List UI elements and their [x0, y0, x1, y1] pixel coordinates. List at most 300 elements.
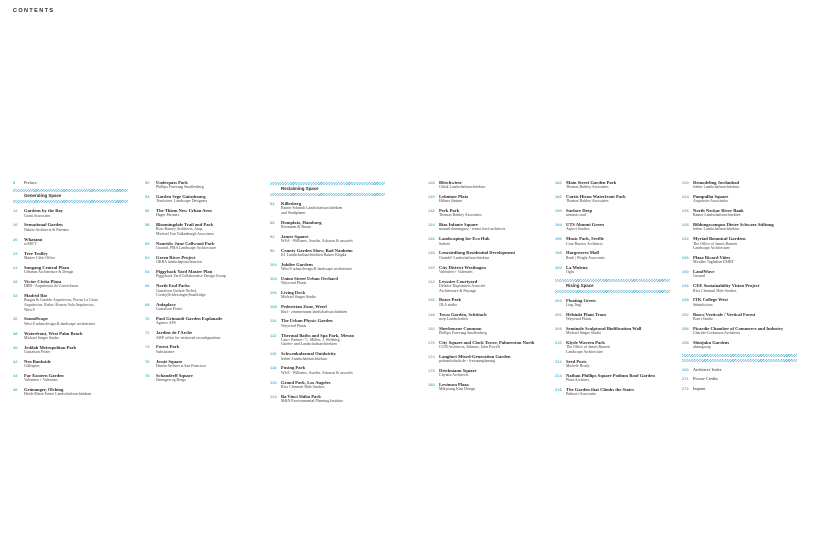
- toc-entry[interactable]: [145, 241, 260, 251]
- entry-title: North End Parks: [156, 283, 190, 289]
- entry-designer: Territoires, Landscape Designers: [156, 199, 208, 204]
- toc-entry[interactable]: [13, 293, 128, 312]
- entry-designer: Glück Landschaftsarchitektur: [439, 185, 486, 190]
- entry-title: James Square: [281, 233, 309, 239]
- page-number: 92: [270, 233, 275, 239]
- entry-designer: WSA - Williams, Asselin, Ackaoui & associés: [281, 370, 353, 375]
- section-divider: [13, 189, 128, 203]
- toc-entry[interactable]: [682, 367, 797, 372]
- page-number: 60: [145, 241, 150, 247]
- toc-entry[interactable]: [145, 283, 260, 298]
- entry-title: Bosco Verticale / Vertical Forest: [693, 311, 756, 317]
- page-number: 112: [270, 332, 277, 338]
- entry-title: ITK College West: [693, 297, 728, 303]
- page-number: 228: [682, 222, 689, 228]
- entry-title: Bildungscampus Dieter Schwarz Stiftung: [693, 222, 774, 228]
- toc-entry[interactable]: [145, 255, 260, 265]
- entry-designer: The Office of James Burnett: [693, 241, 738, 246]
- section-heading: Generating Space: [24, 193, 62, 199]
- toc-entry[interactable]: [270, 304, 385, 314]
- entry-title: Jeddah Metropolitan Park: [24, 344, 77, 350]
- page-number: 74: [145, 344, 150, 350]
- page-number: 54: [145, 194, 150, 200]
- page-number: 28: [13, 278, 18, 284]
- toc-entry[interactable]: [145, 208, 260, 218]
- entry-designer: Østengen og Bergo: [156, 377, 186, 382]
- page-number: 252: [682, 311, 689, 317]
- toc-entry[interactable]: [13, 373, 128, 383]
- toc-entry[interactable]: [13, 345, 128, 355]
- entry-title: Domplatz, Hamburg: [281, 219, 322, 225]
- entry-designer: Boeri Studio: [693, 316, 713, 321]
- toc-entry[interactable]: [145, 222, 260, 237]
- page-number: 42: [13, 358, 18, 364]
- entry-title: Seed Posts: [566, 358, 587, 364]
- toc-entry[interactable]: [13, 387, 128, 397]
- toc-entry[interactable]: [428, 340, 543, 350]
- entry-designer: Ground, PMA Landscape Architecture: [156, 246, 216, 251]
- entry-title: Landscaping for Eco Hub: [439, 236, 490, 242]
- toc-entry[interactable]: [555, 180, 670, 190]
- toc-entry[interactable]: [555, 387, 670, 397]
- entry-designer: Phillips Farevaag Smallenberg: [156, 185, 204, 190]
- entry-designer: Hanlin Architects San Francisco: [156, 363, 207, 368]
- entry-designer: leeber Landschaftsarchitektur: [693, 227, 740, 232]
- toc-column: [682, 180, 797, 395]
- toc-entry[interactable]: [555, 236, 670, 246]
- entry-designer: DBB - Arquitetura da Convivência: [24, 284, 79, 289]
- section-divider: [682, 354, 797, 362]
- page-number: 58: [145, 222, 150, 228]
- entry-title: Hargreaves Mall: [566, 250, 599, 256]
- page-number: 70: [145, 316, 150, 322]
- entry-title: Neo Bankside: [24, 358, 51, 364]
- entry-designer: Crosby|Schlessinger|Smallridge: [156, 293, 206, 298]
- entry-title: Bleichwiese: [439, 180, 462, 185]
- toc-entry[interactable]: [555, 265, 670, 275]
- entry-designer: West 8: [24, 307, 35, 312]
- toc-entry[interactable]: [555, 208, 670, 218]
- entry-designer: Aspect Studios: [566, 227, 590, 232]
- entry-designer: Thomas Balsley Associates: [566, 185, 609, 190]
- page-number: 108: [270, 304, 277, 310]
- entry-designer: West 8 urban design & landscape architecture: [24, 321, 96, 326]
- toc-entry[interactable]: [682, 340, 797, 350]
- entry-designer: CCM Architects, Isthmus, John Powell: [439, 344, 500, 349]
- toc-entry[interactable]: [555, 312, 670, 322]
- page-number: 32: [13, 292, 18, 298]
- entry-title: Picture Credits: [693, 376, 719, 382]
- page-number: 224: [682, 194, 689, 200]
- entry-title: Music Park, Seville: [566, 236, 604, 242]
- entry-title: Sensational Garden: [24, 222, 63, 228]
- entry-title: Sherbourne Common: [439, 325, 482, 331]
- page-number: 88: [270, 219, 275, 225]
- toc-entry[interactable]: [13, 251, 128, 261]
- page-number: 204: [555, 297, 562, 303]
- page-title: CONTENTS: [13, 8, 55, 14]
- entry-title: Pampulha Square: [693, 194, 729, 200]
- entry-designer: Urbanus Architecture & Design: [24, 269, 74, 274]
- entry-designer: Miralles Tagliabue EMBT: [693, 260, 734, 265]
- entry-title: Nathan Phillips Square Podium Roof Garden: [566, 372, 655, 378]
- entry-title: Schwenkalarmal Outdoicity: [281, 351, 336, 357]
- entry-designer: Thomas Balsley Associates: [439, 213, 482, 218]
- toc-entry[interactable]: [428, 297, 543, 307]
- entry-designer: Thomas Balsley Associates: [566, 199, 609, 204]
- entry-designer: Plant Architect: [566, 378, 590, 383]
- entry-title: Shinjuku Gardens: [693, 339, 730, 345]
- entry-designer: Oglu: [566, 269, 574, 274]
- entry-title: The Garden that Climbs the Stairs: [566, 386, 635, 392]
- entry-title: Nourish: June Callwood Park: [156, 241, 215, 247]
- entry-designer: ubmegroup: [693, 344, 711, 349]
- page-number: 194: [555, 222, 562, 228]
- page-number: 84: [270, 201, 275, 206]
- toc-entry[interactable]: [555, 359, 670, 369]
- page-number: 116: [270, 351, 277, 357]
- toc-entry[interactable]: [682, 386, 797, 391]
- entry-designer: Hiltner Jüntner: [439, 199, 463, 204]
- toc-entry[interactable]: [555, 222, 670, 232]
- page-number: 16: [13, 222, 18, 228]
- toc-entry[interactable]: [13, 222, 128, 232]
- page-number: 78: [145, 372, 150, 378]
- entry-designer: Piggyback Yard Collaborative Design Group: [156, 274, 226, 279]
- entry-designer: Arquitectos, Rubio Álvarez Sala Arquitectos,: [24, 302, 95, 307]
- toc-entry[interactable]: [270, 290, 385, 300]
- toc-entry[interactable]: [428, 312, 543, 322]
- page-number: 36: [13, 316, 18, 322]
- entry-designer: Valentien + Valentien: [24, 378, 58, 383]
- entry-title: Whatami: [24, 236, 43, 242]
- entry-designer: Matteo Cibic Office: [24, 255, 56, 260]
- page-number: 220: [682, 180, 689, 185]
- entry-title: SoundScape: [24, 316, 49, 322]
- entry-designer: Cityatto Architects: [439, 373, 469, 378]
- page-number: 146: [428, 297, 435, 303]
- toc-entry[interactable]: [13, 208, 128, 218]
- entry-designer: West 8 urban design & landscape architecture: [281, 267, 353, 272]
- entry-title: Far Eastern Garden: [24, 372, 64, 378]
- entry-title: City District Westhagen: [439, 264, 486, 270]
- toc-entry[interactable]: [145, 330, 260, 340]
- page-number: 186: [555, 194, 562, 200]
- page-number: 106: [270, 290, 277, 296]
- entry-designer: bbzl - zimmermann landschaftsarchitekten: [281, 309, 348, 314]
- entry-designer: Balmori Associates: [566, 392, 597, 397]
- entry-title: The Thiem New Urban Area: [156, 208, 212, 214]
- entry-designer: Burgos & Garrido Arquitectos, Porras La Casta: [24, 298, 98, 303]
- page-number: 246: [682, 283, 689, 289]
- entry-title: Thermal Baths and Spa Park, Meran: [281, 332, 354, 338]
- entry-designer: Arquitetos Associados: [693, 199, 728, 204]
- entry-title: CEE Sustainability Vision Project: [693, 283, 760, 289]
- entry-title: Green River Project: [156, 255, 196, 261]
- toc-entry[interactable]: [428, 368, 543, 378]
- entry-title: Plaza Ricard Viñes: [693, 255, 731, 261]
- toc-entry[interactable]: [270, 276, 385, 286]
- toc-entry[interactable]: [145, 344, 260, 354]
- toc-entry[interactable]: [555, 373, 670, 383]
- toc-entry[interactable]: [270, 262, 385, 272]
- entry-title: Fusing Park: [281, 365, 306, 371]
- toc-entry[interactable]: [682, 312, 797, 322]
- entry-title: Pedestrian Zone, Wesel: [281, 304, 327, 310]
- entry-designer: Michael Singer Studio: [281, 295, 317, 300]
- entry-title: Leyssire Courtyard: [439, 278, 478, 284]
- page-number: 236: [682, 255, 689, 261]
- entry-title: Schanderff Square: [156, 372, 193, 378]
- toc-entry[interactable]: [270, 365, 385, 375]
- entry-title: Bias Infante Square: [439, 222, 478, 228]
- page-number: 212: [555, 358, 562, 364]
- page-number: 256: [682, 325, 689, 331]
- toc-entry[interactable]: [270, 201, 385, 216]
- entry-designer: Agence APS: [156, 321, 176, 326]
- entry-title: Levinson Plaza: [439, 382, 469, 388]
- entry-title: Klyde Warren Park: [566, 339, 605, 345]
- page-number: 182: [555, 180, 562, 185]
- entry-title: Garden Sege Gainsbourg: [156, 194, 206, 200]
- toc-entry[interactable]: [555, 340, 670, 355]
- toc-entry[interactable]: [13, 237, 128, 247]
- entry-designer: AWP office for territorial reconfiguration: [156, 335, 221, 340]
- toc-entry[interactable]: [428, 180, 543, 190]
- entry-title: Underpass Park: [156, 180, 188, 185]
- entry-title: Floating Green: [566, 297, 596, 303]
- entry-title: Grünanger, Olching: [24, 386, 64, 392]
- page-number: 232: [682, 236, 689, 242]
- page-number: 248: [682, 297, 689, 303]
- entry-designer: Landscape Architecture: [566, 349, 603, 354]
- entry-title: UTS Alumni Green: [566, 222, 604, 228]
- toc-entry[interactable]: [428, 194, 543, 204]
- toc-entry[interactable]: [555, 250, 670, 260]
- entry-title: Surface Deep: [566, 208, 593, 214]
- entry-title: Union Street Urban Orchard: [281, 276, 338, 282]
- toc-entry[interactable]: [428, 354, 543, 364]
- entry-designer: manuel dominguez / ernest ferrè architects: [439, 227, 506, 232]
- page-number: 272: [682, 385, 689, 391]
- page-number: 174: [428, 353, 435, 359]
- entry-title: Beare Park: [439, 297, 462, 303]
- entry-designer: Mikyoung Kim Design: [439, 387, 476, 392]
- entry-designer: OKRA landschapsarchitecten: [156, 260, 202, 265]
- toc-column: [428, 180, 543, 396]
- entry-title: Gardens by the Bay: [24, 208, 63, 214]
- page-number: 128: [428, 180, 435, 185]
- entry-title: County Garden Show, Bad Nauheim: [281, 247, 353, 253]
- page-number: 120: [270, 379, 277, 385]
- entry-title: LandWave: [693, 269, 715, 275]
- entry-designer: Rainer Schmidt Landschaftsarchitekten: [281, 206, 343, 211]
- entry-title: Langfurt Mixed-Generation Garden: [439, 353, 511, 359]
- entry-designer: Breimann & Bruun: [281, 225, 312, 229]
- entry-designer: The Office of James Burnett: [566, 345, 611, 350]
- section-divider: [555, 279, 670, 293]
- entry-designer: Gustafson Porter: [156, 307, 183, 312]
- toc-entry[interactable]: [145, 359, 260, 369]
- page-number: 138: [428, 250, 435, 256]
- toc-entry[interactable]: [428, 222, 543, 232]
- page-number: 76: [145, 358, 150, 364]
- toc-entry[interactable]: [555, 298, 670, 308]
- toc-entry[interactable]: [428, 326, 543, 336]
- entry-designer: Delaitre Duplantiers Associés: [439, 283, 486, 288]
- entry-title: Picardie Chamber of Commerce and Industry: [693, 325, 784, 331]
- toc-entry[interactable]: [270, 394, 385, 404]
- toc-entry[interactable]: [682, 222, 797, 232]
- entry-title: Imprint: [693, 385, 706, 391]
- page-number: 148: [428, 311, 435, 317]
- entry-designer: Michele Brody: [566, 363, 590, 368]
- entry-title: Forest Park: [156, 344, 180, 350]
- page-number: 22: [13, 250, 18, 256]
- entry-title: Madrid Rio: [24, 292, 48, 298]
- toc-entry[interactable]: [428, 382, 543, 392]
- toc-entry[interactable]: [682, 180, 797, 190]
- toc-entry[interactable]: [682, 208, 797, 218]
- entry-designer: Michael Singer Studio: [566, 331, 602, 336]
- toc-entry[interactable]: [270, 333, 385, 348]
- entry-title: Lenzsiedlung Residential Development: [439, 250, 516, 256]
- page-number: 210: [555, 339, 562, 345]
- page-number: 46: [13, 386, 18, 392]
- entry-designer: Gillespies: [24, 363, 40, 368]
- toc-entry[interactable]: [145, 316, 260, 326]
- toc-entry[interactable]: [428, 250, 543, 260]
- toc-entry[interactable]: [428, 265, 543, 275]
- toc-entry[interactable]: [270, 380, 385, 390]
- entry-title: Architects' Index: [693, 366, 722, 372]
- toc-entry[interactable]: [145, 269, 260, 279]
- toc-entry[interactable]: [682, 194, 797, 204]
- page-number: 176: [428, 367, 435, 373]
- entry-designer: und Stadtplaner: [281, 210, 306, 215]
- entry-designer: leeber Landschaftsarchitektur: [693, 185, 740, 190]
- page-number: 24: [13, 264, 18, 270]
- entry-title: La Mulena: [566, 264, 588, 270]
- toc-entry[interactable]: [428, 279, 543, 294]
- entry-designer: Ling Jing: [566, 302, 581, 307]
- toc-entry[interactable]: [682, 269, 797, 279]
- entry-title: Helsinki Plant Tram: [566, 311, 606, 317]
- page-number: 64: [145, 269, 150, 275]
- toc-column: [270, 180, 385, 408]
- entry-designer: pelzundschulz.de - freiraumplanung: [439, 359, 496, 364]
- toc-entry[interactable]: [682, 236, 797, 251]
- toc-entry[interactable]: [13, 331, 128, 341]
- entry-title: Deichmann Square: [439, 367, 477, 373]
- entry-designer: Ground: [693, 274, 705, 279]
- toc-entry[interactable]: [270, 351, 385, 361]
- entry-title: Grand Park, Los Angeles: [281, 379, 331, 385]
- toc-entry[interactable]: [145, 180, 260, 190]
- toc-entry[interactable]: [270, 234, 385, 244]
- entry-designer: K1 Landschaftsarchitekten Rainer Klapka: [281, 253, 347, 258]
- page-number: 44: [13, 372, 18, 378]
- page-number: 5: [13, 180, 16, 185]
- entry-designer: Architecture & Paysage: [439, 288, 477, 293]
- page-number: 130: [428, 194, 435, 200]
- entry-designer: Rios Clementi Hale Studios: [281, 384, 325, 389]
- entry-designer: Salient: [439, 241, 450, 246]
- toc-entry[interactable]: [428, 208, 543, 218]
- entry-designer: WSA - Williams, Asselin, Ackaoui & associés: [281, 239, 353, 244]
- toc-entry[interactable]: [682, 376, 797, 381]
- entry-designer: JILA studio: [439, 302, 458, 307]
- page-number: 124: [270, 393, 277, 399]
- page-number: 152: [428, 325, 435, 331]
- toc-entry[interactable]: [13, 316, 128, 326]
- toc-entry[interactable]: [13, 265, 128, 275]
- entry-title: Anlaplace: [156, 302, 176, 308]
- toc-entry[interactable]: [555, 326, 670, 336]
- page-number: 132: [428, 208, 435, 214]
- page-number: 240: [682, 269, 689, 275]
- toc-entry[interactable]: [270, 220, 385, 230]
- entry-designer: Michael Singer Studio: [24, 335, 60, 340]
- entry-designer: Hager Partners: [156, 213, 180, 218]
- page-number: 196: [555, 236, 562, 242]
- toc-entry[interactable]: [682, 255, 797, 265]
- entry-title: Victor Civita Plaza: [24, 278, 62, 284]
- page-number: 198: [555, 250, 562, 256]
- section-heading: Reclaiming Space: [281, 186, 319, 191]
- page-number: 208: [555, 325, 562, 331]
- toc-entry[interactable]: [555, 194, 670, 204]
- page-number: 68: [145, 302, 150, 308]
- page-number: 12: [13, 208, 18, 214]
- entry-designer: Outside! Landschaftsarchitektur: [439, 255, 490, 260]
- toc-entry[interactable]: [13, 279, 128, 289]
- page-number: 38: [13, 330, 18, 336]
- toc-entry[interactable]: [428, 236, 543, 246]
- entry-title: North Neckar River Bank: [693, 208, 744, 214]
- entry-title: Living Dock: [281, 290, 306, 296]
- entry-designer: Michael Van Valkenburgh Associates: [156, 232, 214, 237]
- entry-designer: Rainer Landschaftsarchitekten: [693, 213, 741, 218]
- entry-title: Bloomingdale Trail and Park: [156, 222, 214, 228]
- page-number: 200: [555, 264, 562, 270]
- toc-entry[interactable]: [682, 297, 797, 307]
- entry-title: Jardins de l'Arche: [156, 330, 193, 336]
- entry-designer: Wayward Plants: [281, 281, 307, 286]
- page-number: 110: [270, 318, 277, 324]
- toc-entry[interactable]: [13, 180, 128, 185]
- page-number: 218: [555, 386, 562, 392]
- toc-entry[interactable]: [270, 318, 385, 328]
- entry-designer: leeber Landschaftsarchitektur: [281, 356, 328, 361]
- toc-entry[interactable]: [145, 302, 260, 312]
- entry-title: Seminole Sculptural Biofiltration Wall: [566, 325, 642, 331]
- toc-entry[interactable]: [145, 194, 260, 204]
- toc-entry[interactable]: [270, 248, 385, 258]
- section-divider: [270, 182, 385, 196]
- entry-designer: mvp Landschaften: [439, 316, 468, 321]
- toc-entry[interactable]: [13, 359, 128, 369]
- entry-designer: stARTT: [24, 241, 37, 246]
- page-number: 50: [145, 180, 150, 185]
- toc-entry[interactable]: [682, 283, 797, 293]
- toc-entry[interactable]: [145, 373, 260, 383]
- entry-title: Paul Grimault Garden Esplanade: [156, 316, 223, 322]
- toc-entry[interactable]: [682, 326, 797, 336]
- page-number: 62: [145, 255, 150, 261]
- entry-designer: Gustafson Guthrie Nichol,: [156, 288, 198, 293]
- entry-title: Town Garden, Schittach: [439, 311, 487, 317]
